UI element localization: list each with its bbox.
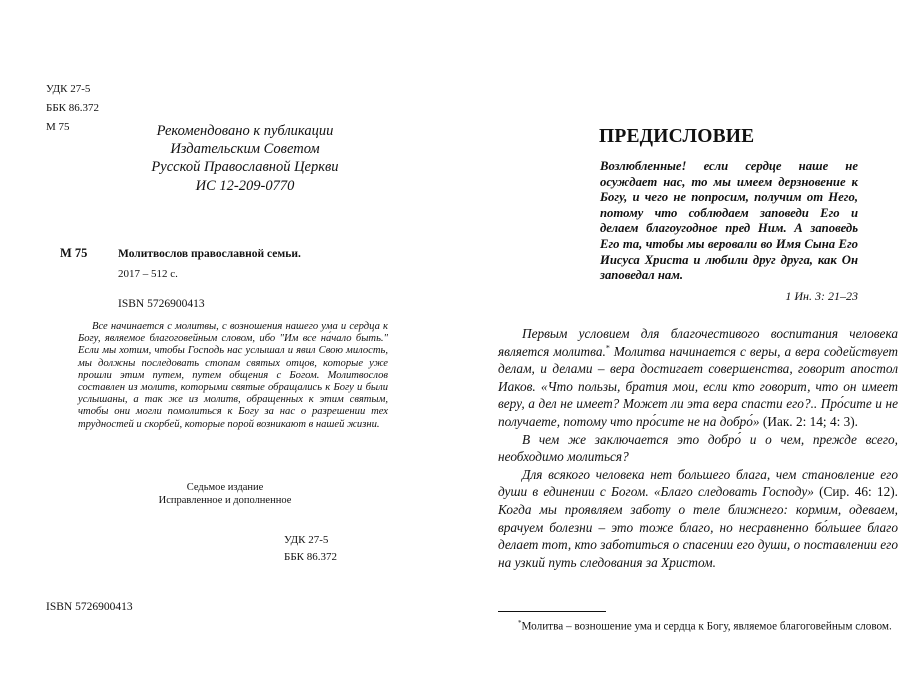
edition-note: Исправленное и дополненное	[158, 495, 292, 506]
footnote-marker: *	[605, 343, 610, 353]
recommendation-code: ИС 12-209-0770	[195, 178, 295, 194]
recommendation-line: Русской Православной Церкви	[151, 159, 339, 175]
paragraph	[498, 431, 898, 466]
recommendation-line: Рекомендовано к публикации	[156, 123, 334, 139]
isbn-bottom: ISBN 5726900413	[46, 601, 133, 613]
isbn-top: ISBN 5726900413	[118, 298, 205, 310]
footnote	[518, 616, 898, 634]
recommendation-block	[100, 122, 390, 195]
udc-block	[46, 80, 99, 137]
recommendation-line: Издательским Советом	[170, 141, 320, 157]
right-page	[450, 0, 900, 692]
paragraph-text: Молитва начинается с веры, а вера содействует делам, и делами – вера достигает совершенства, говорит апостол Иаков. «Что пользы, братия мои, если кто говорит, что он имеет веру, а дел не имеет? Может ли эта вера спасти его?.. Про́сите и не получаете, потому что про́сите не на добро́»	[498, 343, 898, 429]
book-meta: 2017 – 512 с.	[118, 268, 178, 280]
scripture-reference: (Иак. 2: 14; 4: 3).	[759, 413, 859, 429]
paragraph	[498, 466, 898, 572]
paragraph-text: В чем же заключается это добро́ и о чем, прежде всего, необходимо молиться?	[498, 431, 898, 465]
footnote-text: Молитва – возношение ума и сердца к Богу, являемое благоговейным словом.	[521, 620, 892, 633]
book-title: Молитвослов православной семьи.	[118, 248, 301, 260]
paragraph-text: Для всякого человека нет большего блага, чем становление его души в единении с Богом. «Благо следовать Господу»	[498, 466, 898, 500]
epigraph-reference: 1 Ин. 3: 21–23	[785, 289, 858, 303]
bbk-line: ББК 86.372	[284, 551, 337, 563]
footnote-marker: *	[518, 619, 522, 627]
paragraph	[498, 325, 898, 431]
scripture-reference: (Сир. 46: 12).	[813, 484, 898, 500]
paragraph-text: Первым условием для благочестивого воспитания человека является молитва.	[498, 326, 898, 359]
udc-bottom-block	[284, 532, 337, 566]
catalog-label: М 75	[60, 246, 88, 260]
body-text	[498, 325, 898, 571]
paragraph-text: Когда мы проявляем заботу о теле ближнего: кормим, одеваем, врачуем болезни – это тоже благо, но несравненно бо́льшее благо делает тот, кто заботиться о спасении его души, о поставлении его на узкий путь следования за Христом.	[498, 501, 898, 570]
annotation-text: Все начинается с молитвы, с возношения нашего ума и сердца к Богу, являемое благоговейным словом, ибо "Им все на́чало быть." Если мы хотим, чтобы Господь нас услышал и явил Свою милость, мы должны последовать стопам святых отцов, которые уже прошли этим путем, путем общения с Богом. Молитвослов составлен из молитв, которыми святые обращались к Богу и были услышаны, а так же из молитв, обращенных к этим святым, чтобы они могли помолиться к Богу за нас о разрешении тех трудностей и скорбей, которые порой возникают в нашей жизни.	[78, 321, 388, 430]
edition-line: Седьмое издание	[186, 482, 264, 493]
edition-block	[100, 481, 350, 507]
page-title: ПРЕДИСЛОВИЕ	[599, 126, 755, 147]
bbk-line: ББК 86.372	[46, 102, 99, 114]
footnote-divider	[498, 611, 606, 612]
author-mark-line: М 75	[46, 121, 70, 133]
udc-line: УДК 27-5	[284, 534, 329, 546]
epigraph-text: Возлюбленные! если сердце наше не осуждает нас, то мы имеем дерзновение к Богу, и чего не попросим, получим от Него, потому что соблюдаем заповеди Его и делаем благоугодное пред Ним. А заповедь Его та, чтобы мы веровали во Имя Сына Его Иисуса Христа и любили друг друга, как Он заповедал нам.	[600, 159, 858, 283]
udc-line: УДК 27-5	[46, 83, 91, 95]
